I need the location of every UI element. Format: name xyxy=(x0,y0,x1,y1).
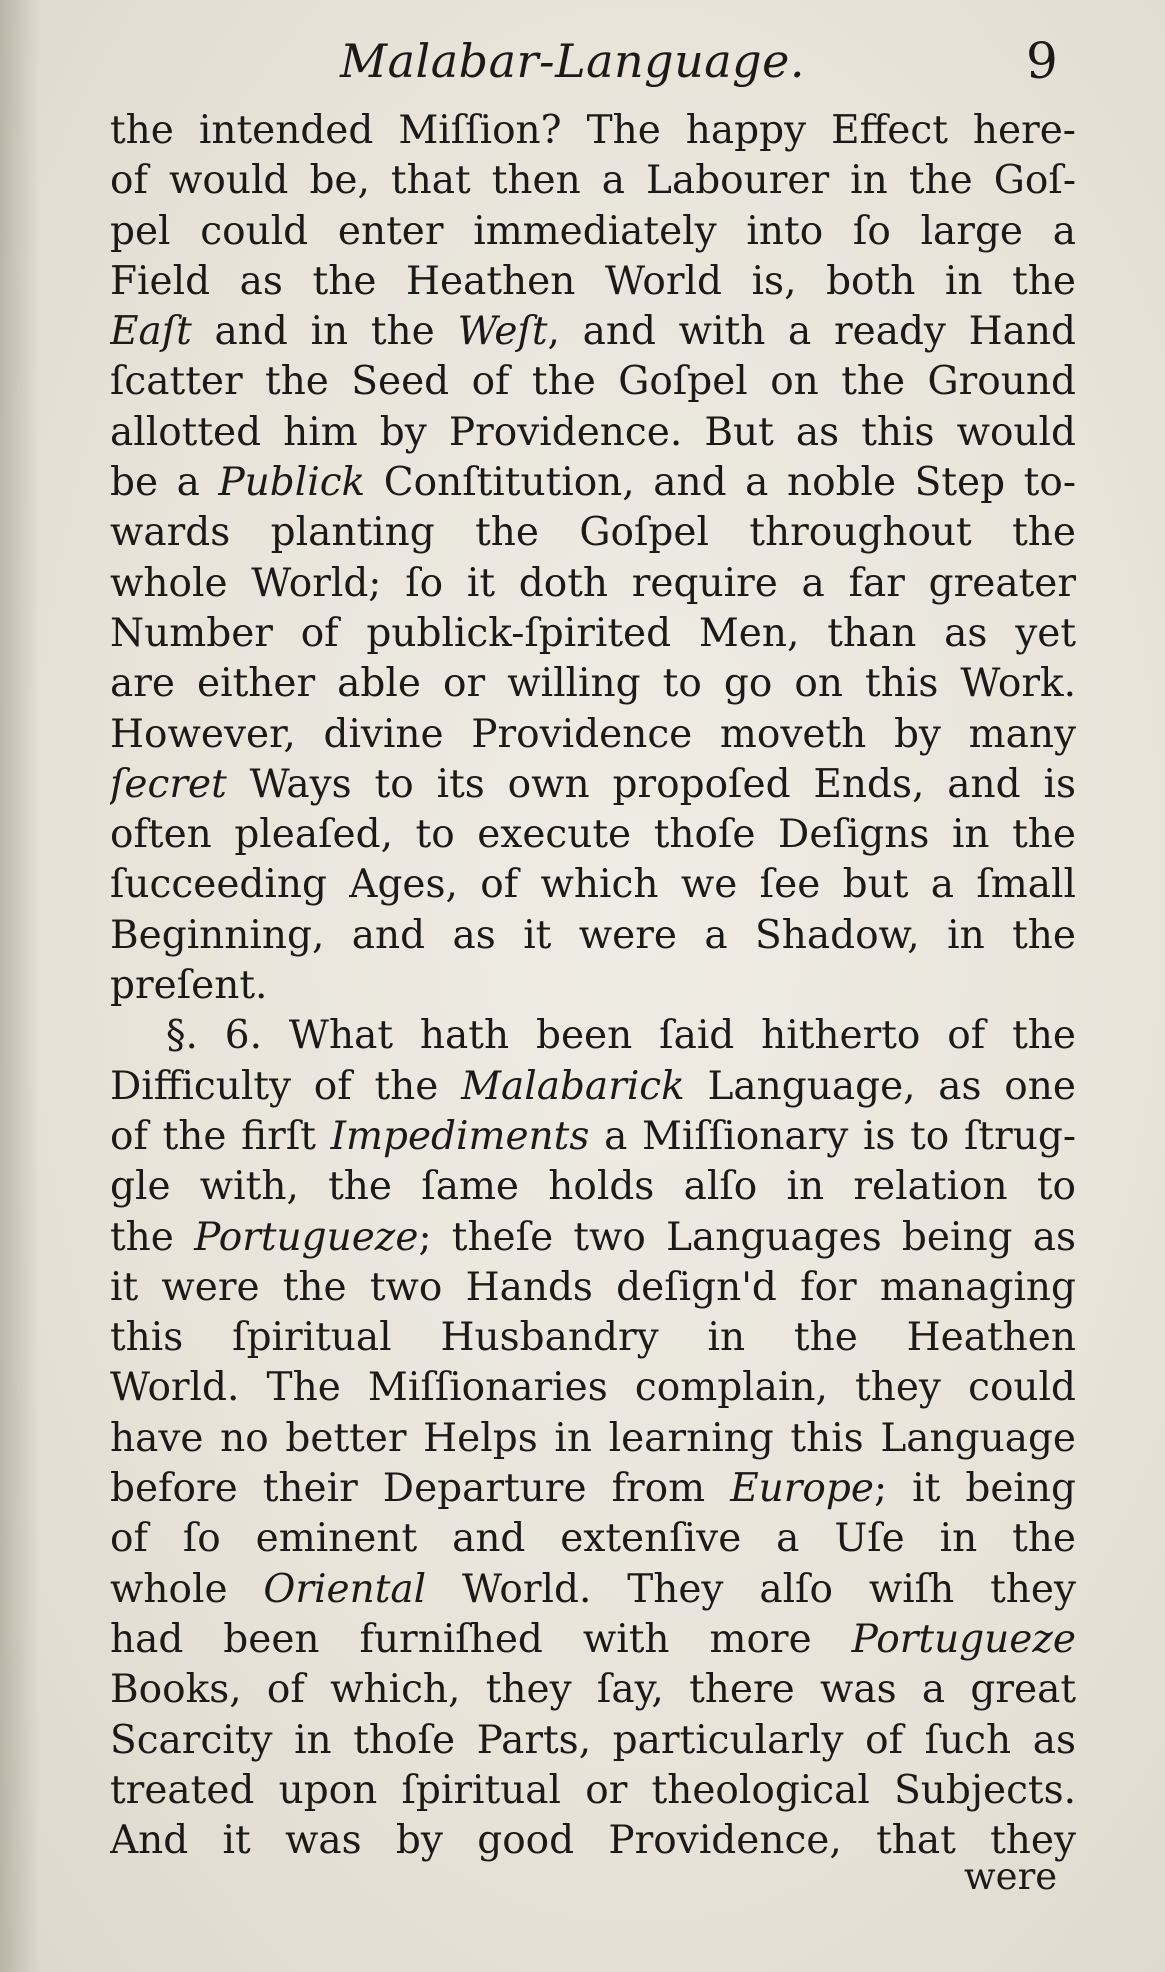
text-line: be a Publick Conſtitution, and a noble Step to- xyxy=(110,460,1076,506)
text-line: wards planting the Goſpel throughout the xyxy=(110,510,1076,556)
paragraph-end-line: preſent. xyxy=(110,963,268,1009)
text-line: gle with, the ſame holds alſo in relation to xyxy=(110,1164,1076,1210)
text-line: Scarcity in thoſe Parts, particularly of ſuch as xyxy=(110,1717,1076,1763)
text-line: before their Departure from Europe; it being xyxy=(110,1466,1076,1512)
text-line: Eaſt and in the Weſt, and with a ready Hand xyxy=(110,309,1076,355)
text-line: Number of publick-ſpirited Men, than as yet xyxy=(110,610,1076,656)
text-line: this ſpiritual Husbandry in the Heathen xyxy=(110,1315,1076,1361)
text-line: the intended Miſſion? The happy Effect here- xyxy=(110,108,1076,153)
text-line: of the firſt Impediments a Miſſionary is to ſtrug- xyxy=(110,1113,1076,1159)
text-line: Difficulty of the Malabarick Language, as one xyxy=(110,1063,1076,1109)
text-line: of ſo eminent and extenſive a Uſe in the xyxy=(110,1516,1076,1562)
text-line: ſecret Ways to its own propoſed Ends, and is xyxy=(110,761,1076,807)
text-line: have no better Helps in learning this Language xyxy=(110,1415,1076,1461)
catchword: were xyxy=(964,1855,1058,1898)
section-start-line: §. 6. What hath been ſaid hitherto of the xyxy=(166,1013,1076,1059)
text-line: ſcatter the Seed of the Goſpel on the Ground xyxy=(110,359,1076,405)
text-line: World. The Miſſionaries complain, they could xyxy=(110,1365,1076,1411)
text-line: However, divine Providence moveth by many xyxy=(110,711,1076,757)
text-line: pel could enter immediately into ſo large a xyxy=(110,208,1076,254)
text-line: And it was by good Providence, that they xyxy=(110,1818,1076,1864)
running-head: Malabar-Language. xyxy=(340,34,805,88)
body-text xyxy=(110,106,1076,1866)
text-line: treated upon ſpiritual or theological Subjects. xyxy=(110,1767,1076,1813)
text-line: often pleaſed, to execute thoſe Deſigns in the xyxy=(110,812,1076,858)
text-line: the Portugueze; theſe two Languages being as xyxy=(110,1214,1076,1260)
text-line: Books, of which, they ſay, there was a great xyxy=(110,1667,1076,1713)
text-line: ſucceeding Ages, of which we ſee but a ſmall xyxy=(110,862,1076,908)
text-line: whole Oriental World. They alſo wiſh they xyxy=(110,1566,1076,1612)
text-line: Field as the Heathen World is, both in the xyxy=(110,258,1076,304)
text-line: Beginning, and as it were a Shadow, in the xyxy=(110,912,1076,958)
text-line: it were the two Hands deſign'd for managing xyxy=(110,1264,1076,1310)
text-line: of would be, that then a Labourer in the Goſ- xyxy=(110,158,1076,204)
text-line: allotted him by Providence. But as this would xyxy=(110,409,1076,455)
page-number: 9 xyxy=(1026,32,1058,90)
text-line: had been furniſhed with more Portugueze xyxy=(110,1616,1076,1662)
page-header xyxy=(0,28,1165,98)
text-line: are either able or willing to go on this Work. xyxy=(110,661,1076,707)
text-line: whole World; ſo it doth require a far greater xyxy=(110,560,1076,606)
